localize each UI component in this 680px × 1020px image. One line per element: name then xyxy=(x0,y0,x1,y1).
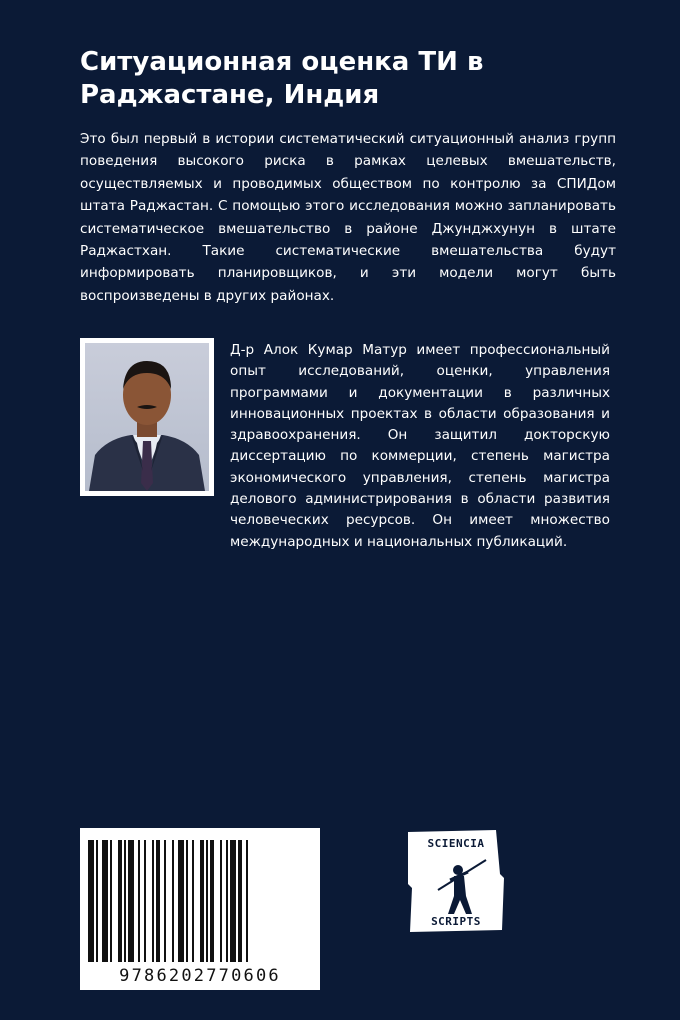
publisher-name-line2: SCRIPTS xyxy=(431,915,481,928)
isbn-number: 9786202770606 xyxy=(119,966,281,986)
book-title: Ситуационная оценка ТИ в Раджастане, Индия xyxy=(80,47,484,110)
publisher-name-line1: SCIENCIA xyxy=(427,837,485,850)
author-bio: Д-р Алок Кумар Матур имеет профессиональный опыт исследований, оценки, управления программами и документации в различных инновационных проектах в области образования и здравоохранения. Он защитил докторскую диссертацию по коммерции, степень магистра экономического управления, степень магистра делового администрирования в области развития человеческих ресурсов. Он имеет множество международных и национальных публикаций. xyxy=(230,342,610,550)
author-photo xyxy=(85,343,209,491)
barcode-bars xyxy=(80,828,320,968)
publisher-logo xyxy=(408,830,504,932)
barcode xyxy=(80,828,320,990)
author-portrait-icon xyxy=(85,343,209,491)
author-photo-frame xyxy=(80,338,214,496)
book-description: Это был первый в истории систематический ситуационный анализ групп поведения высокого риска в рамках целевых вмешательств, осуществляемых и проводимых обществом по контролю за СПИДом штата Раджастан. С помощью этого исследования можно запланировать систематическое вмешательство в районе Джунджхунун в штате Раджастхан. Такие систематические вмешательства будут информировать планировщиков, и эти модели могут быть воспроизведены в других районах. xyxy=(80,131,616,304)
